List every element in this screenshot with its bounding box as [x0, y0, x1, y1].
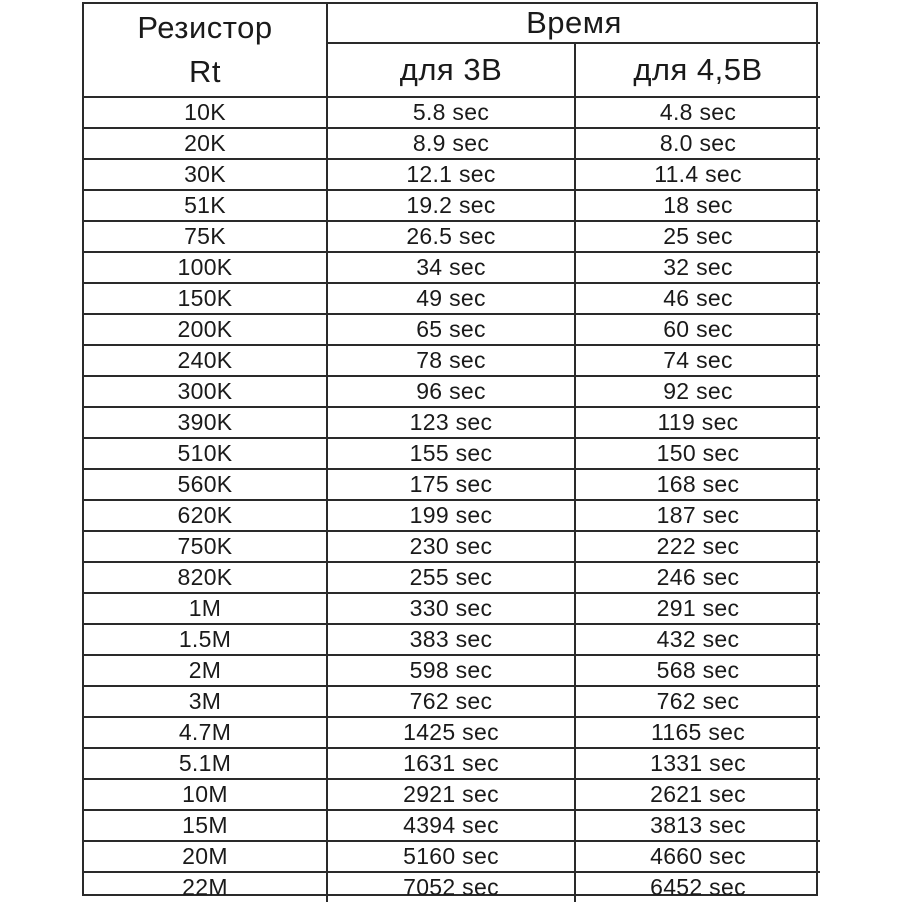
resistor-value-cell: 560K	[84, 469, 327, 500]
table-row	[84, 500, 820, 531]
resistor-timing-table	[84, 4, 820, 902]
time-45v-cell: 18 sec	[575, 190, 820, 221]
resistor-value-cell: 30K	[84, 159, 327, 190]
table-row	[84, 717, 820, 748]
time-3v-cell: 155 sec	[327, 438, 575, 469]
time-3v-cell: 8.9 sec	[327, 128, 575, 159]
time-45v-cell: 246 sec	[575, 562, 820, 593]
resistor-header-line1: Резистор	[137, 10, 273, 45]
time-45v-cell: 291 sec	[575, 593, 820, 624]
time-3v-cell: 2921 sec	[327, 779, 575, 810]
time-45v-cell: 1165 sec	[575, 717, 820, 748]
table-row	[84, 872, 820, 902]
time-3v-cell: 230 sec	[327, 531, 575, 562]
resistor-value-cell: 200K	[84, 314, 327, 345]
time-45v-cell: 4660 sec	[575, 841, 820, 872]
resistor-value-cell: 750K	[84, 531, 327, 562]
table-row	[84, 531, 820, 562]
resistor-value-cell: 390K	[84, 407, 327, 438]
time-45v-cell: 4.8 sec	[575, 97, 820, 128]
time-3v-cell: 330 sec	[327, 593, 575, 624]
resistor-timing-table-frame	[82, 2, 818, 900]
header-row-top	[84, 4, 820, 43]
resistor-value-cell: 1M	[84, 593, 327, 624]
time-45v-cell: 92 sec	[575, 376, 820, 407]
time-45v-cell: 8.0 sec	[575, 128, 820, 159]
time-3v-cell: 175 sec	[327, 469, 575, 500]
resistor-value-cell: 22M	[84, 872, 327, 902]
resistor-column-header	[84, 4, 327, 97]
table-row	[84, 562, 820, 593]
time-45v-cell: 46 sec	[575, 283, 820, 314]
time-3v-cell: 123 sec	[327, 407, 575, 438]
table-row	[84, 841, 820, 872]
resistor-value-cell: 150K	[84, 283, 327, 314]
time-3v-cell: 255 sec	[327, 562, 575, 593]
time-3v-cell: 34 sec	[327, 252, 575, 283]
time-3v-cell: 78 sec	[327, 345, 575, 376]
table-row	[84, 283, 820, 314]
table-row	[84, 252, 820, 283]
table-header	[84, 4, 820, 97]
time-3v-cell: 96 sec	[327, 376, 575, 407]
table-row	[84, 686, 820, 717]
resistor-value-cell: 510K	[84, 438, 327, 469]
table-row	[84, 624, 820, 655]
time-45v-cell: 568 sec	[575, 655, 820, 686]
time-3v-cell: 1631 sec	[327, 748, 575, 779]
table-row	[84, 190, 820, 221]
time-45v-cell: 6452 sec	[575, 872, 820, 902]
time-45v-cell: 60 sec	[575, 314, 820, 345]
time-group-header: Время	[327, 4, 820, 43]
resistor-value-cell: 20M	[84, 841, 327, 872]
time-45v-cell: 762 sec	[575, 686, 820, 717]
resistor-value-cell: 2M	[84, 655, 327, 686]
time-45v-cell: 3813 sec	[575, 810, 820, 841]
resistor-value-cell: 4.7M	[84, 717, 327, 748]
resistor-value-cell: 5.1M	[84, 748, 327, 779]
time-3v-cell: 7052 sec	[327, 872, 575, 902]
time-3v-cell: 762 sec	[327, 686, 575, 717]
table-row	[84, 314, 820, 345]
table-row	[84, 655, 820, 686]
time-3v-cell: 199 sec	[327, 500, 575, 531]
table-row	[84, 407, 820, 438]
time-45v-cell: 25 sec	[575, 221, 820, 252]
resistor-value-cell: 10M	[84, 779, 327, 810]
table-row	[84, 748, 820, 779]
time-45v-cell: 168 sec	[575, 469, 820, 500]
resistor-value-cell: 620K	[84, 500, 327, 531]
table-row	[84, 593, 820, 624]
time-45v-header: для 4,5В	[575, 43, 820, 97]
resistor-value-cell: 100K	[84, 252, 327, 283]
time-3v-cell: 65 sec	[327, 314, 575, 345]
resistor-value-cell: 51K	[84, 190, 327, 221]
table-row	[84, 221, 820, 252]
resistor-value-cell: 240K	[84, 345, 327, 376]
time-3v-cell: 4394 sec	[327, 810, 575, 841]
time-3v-cell: 5160 sec	[327, 841, 575, 872]
time-3v-cell: 5.8 sec	[327, 97, 575, 128]
time-45v-cell: 11.4 sec	[575, 159, 820, 190]
time-3v-cell: 383 sec	[327, 624, 575, 655]
resistor-value-cell: 1.5M	[84, 624, 327, 655]
table-row	[84, 810, 820, 841]
time-45v-cell: 32 sec	[575, 252, 820, 283]
table-row	[84, 438, 820, 469]
table-row	[84, 376, 820, 407]
table-body	[84, 97, 820, 902]
table-row	[84, 97, 820, 128]
table-row	[84, 345, 820, 376]
time-3v-cell: 26.5 sec	[327, 221, 575, 252]
time-3v-cell: 19.2 sec	[327, 190, 575, 221]
time-3v-cell: 1425 sec	[327, 717, 575, 748]
resistor-value-cell: 75K	[84, 221, 327, 252]
time-45v-cell: 74 sec	[575, 345, 820, 376]
time-45v-cell: 187 sec	[575, 500, 820, 531]
resistor-value-cell: 15M	[84, 810, 327, 841]
resistor-header-line2: Rt	[189, 54, 221, 89]
time-45v-cell: 432 sec	[575, 624, 820, 655]
table-row	[84, 128, 820, 159]
time-45v-cell: 150 sec	[575, 438, 820, 469]
time-3v-cell: 49 sec	[327, 283, 575, 314]
table-row	[84, 469, 820, 500]
time-45v-cell: 119 sec	[575, 407, 820, 438]
resistor-value-cell: 3M	[84, 686, 327, 717]
time-45v-cell: 1331 sec	[575, 748, 820, 779]
time-3v-cell: 598 sec	[327, 655, 575, 686]
time-3v-header: для 3В	[327, 43, 575, 97]
resistor-value-cell: 10K	[84, 97, 327, 128]
time-45v-cell: 2621 sec	[575, 779, 820, 810]
time-45v-cell: 222 sec	[575, 531, 820, 562]
resistor-value-cell: 820K	[84, 562, 327, 593]
time-3v-cell: 12.1 sec	[327, 159, 575, 190]
resistor-value-cell: 20K	[84, 128, 327, 159]
resistor-value-cell: 300K	[84, 376, 327, 407]
table-row	[84, 779, 820, 810]
table-row	[84, 159, 820, 190]
